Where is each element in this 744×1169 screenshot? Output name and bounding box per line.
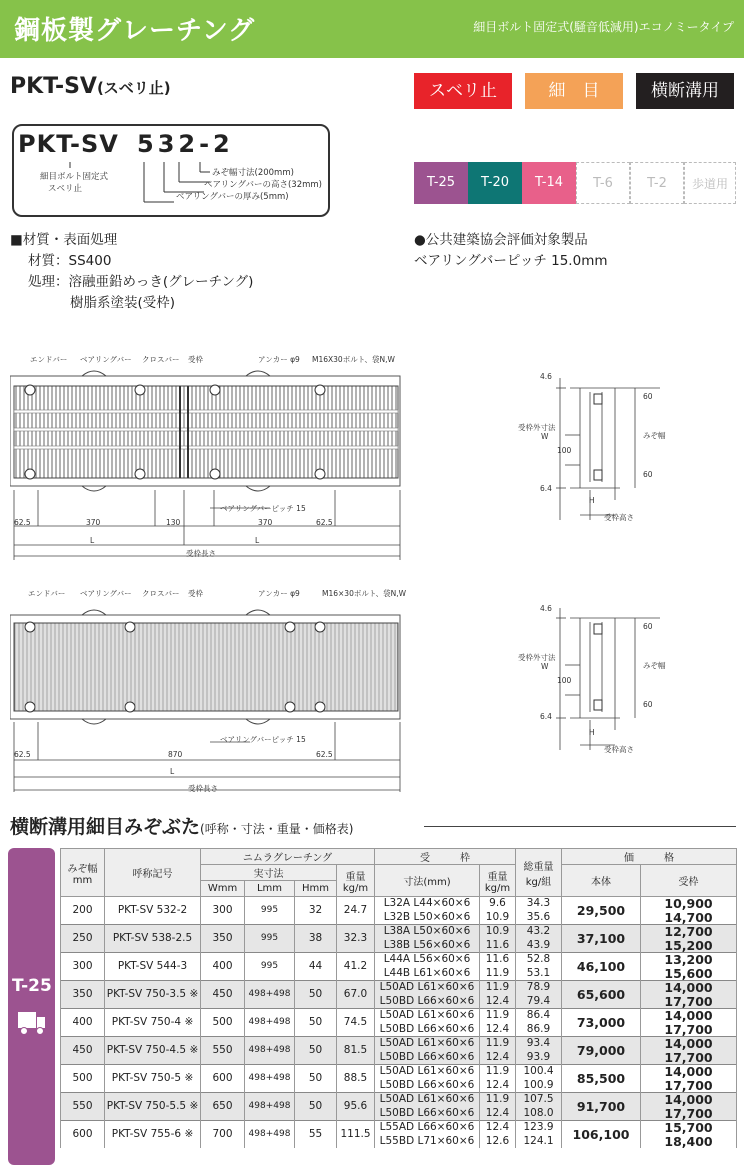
cell-frame-price-b: 14,700 (641, 911, 737, 925)
spec-material: 材質：SS400 (28, 253, 112, 269)
cell-frame-weight-a: 9.6 (480, 897, 516, 911)
sec2-frame-h: 受枠高さ (604, 745, 634, 754)
page-subtitle: 細目ボルト固定式(騒音低減用)エコノミータイプ (473, 20, 734, 34)
sec1-H: H (589, 496, 595, 505)
table-row (61, 953, 737, 967)
load-class-sidewalk: 歩道用 (684, 162, 736, 204)
cell-frame-price-b: 15,200 (641, 939, 737, 953)
dim1-e: 62.5 (316, 518, 333, 527)
cell-frame-price-a: 15,700 (641, 1121, 737, 1135)
cell-h: 32 (295, 897, 337, 925)
sec1-64: 6.4 (540, 484, 552, 493)
label-cross-bar-2: クロスバー (142, 589, 180, 598)
spec-treatment-frame: 樹脂系塗装(受枠) (70, 295, 176, 311)
cell-width: 450 (61, 1037, 105, 1065)
cell-frame-b: L44B L61×60×6 (375, 967, 480, 981)
table-row (61, 1121, 737, 1135)
cell-price: 46,100 (562, 953, 641, 981)
cell-price: 85,500 (562, 1065, 641, 1093)
th-code: 呼称記号 (105, 849, 201, 897)
cell-l: 995 (245, 953, 295, 981)
load-class-t14: T-14 (522, 162, 576, 204)
cell-frame-weight-b: 12.4 (480, 1107, 516, 1121)
table-load-label: T-25 (12, 976, 52, 996)
cell-frame-weight-a: 11.9 (480, 981, 516, 995)
dim1-L-right: L (255, 536, 260, 545)
table-load-band (8, 848, 55, 1165)
cell-w: 650 (201, 1093, 245, 1121)
cell-price: 106,100 (562, 1121, 641, 1149)
th-width: みぞ幅 mm (61, 849, 105, 897)
cell-total-a: 123.9 (516, 1121, 562, 1135)
cell-h: 55 (295, 1121, 337, 1149)
cell-total-a: 43.2 (516, 925, 562, 939)
label-end-bar-1: エンドバー (30, 355, 68, 364)
code-note-bolt: 細目ボルト固定式 (40, 172, 109, 182)
cell-l: 498+498 (245, 1009, 295, 1037)
cell-kg: 24.7 (337, 897, 375, 925)
cell-price: 91,700 (562, 1093, 641, 1121)
cell-total-b: 100.9 (516, 1079, 562, 1093)
dim1-a: 62.5 (14, 518, 31, 527)
cell-w: 300 (201, 897, 245, 925)
cell-width: 600 (61, 1121, 105, 1149)
cell-price: 73,000 (562, 1009, 641, 1037)
load-class-t2: T-2 (630, 162, 684, 204)
sec2-H: H (589, 728, 595, 737)
sec2-100: 100 (557, 676, 572, 685)
cell-frame-weight-a: 11.9 (480, 1065, 516, 1079)
cell-width: 250 (61, 925, 105, 953)
cell-frame-a: L50AD L61×60×6 (375, 1037, 480, 1051)
cell-frame-b: L50BD L66×60×6 (375, 1079, 480, 1093)
cell-total-a: 34.3 (516, 897, 562, 911)
cell-frame-price-b: 18,400 (641, 1135, 737, 1149)
label-end-bar-2: エンドバー (28, 589, 66, 598)
code-legend-box (12, 124, 330, 217)
cell-frame-weight-a: 10.9 (480, 925, 516, 939)
dim1-L-left: L (90, 536, 95, 545)
table-section-title: 横断溝用細目みぞぶた(呼称・寸法・重量・価格表) (10, 816, 354, 838)
cell-kg: 88.5 (337, 1065, 375, 1093)
cell-frame-weight-b: 12.4 (480, 1051, 516, 1065)
sec2-outer: 受枠外寸法 (518, 653, 556, 662)
cell-code: PKT-SV 750-4.5 ※ (105, 1037, 201, 1065)
dim2-c: 62.5 (316, 750, 333, 759)
dim2-pitch: ベアリングバーピッチ 15 (220, 735, 306, 744)
sec1-60b: 60 (643, 470, 653, 479)
load-class-t25: T-25 (414, 162, 468, 204)
cell-frame-price-a: 14,000 (641, 1037, 737, 1051)
th-size: 寸法(mm) (375, 865, 480, 897)
plan-drawing-1 (10, 368, 406, 492)
th-frame-weight: 重量 kg/m (480, 865, 516, 897)
sec1-outer: 受枠外寸法 (518, 423, 556, 432)
table-row (61, 981, 737, 995)
code-note-slip: スベリ止 (48, 184, 83, 194)
cell-w: 700 (201, 1121, 245, 1149)
cell-frame-price-b: 17,700 (641, 1051, 737, 1065)
code-name: PKT-SV (18, 130, 119, 158)
th-actual: 実寸法 (201, 865, 337, 881)
cell-code: PKT-SV 544-3 (105, 953, 201, 981)
label-anchor-1: アンカー φ9 (258, 355, 300, 364)
cell-code: PKT-SV 532-2 (105, 897, 201, 925)
cell-h: 38 (295, 925, 337, 953)
cell-frame-weight-b: 11.6 (480, 939, 516, 953)
cell-kg: 95.6 (337, 1093, 375, 1121)
label-frame-1: 受枠 (188, 355, 203, 364)
cell-width: 200 (61, 897, 105, 925)
th-total: 総重量 kg/組 (516, 849, 562, 897)
cell-total-a: 93.4 (516, 1037, 562, 1051)
label-bolt-1: M16X30ボルト、袋N,W (312, 355, 395, 364)
sec1-groove: みぞ幅 (643, 431, 666, 440)
tag-fine-mesh: 細 目 (525, 73, 623, 109)
cell-frame-price-a: 10,900 (641, 897, 737, 911)
product-name: PKT-SV(スベリ止) (10, 74, 171, 99)
cell-code: PKT-SV 538-2.5 (105, 925, 201, 953)
cell-frame-weight-b: 10.9 (480, 911, 516, 925)
label-bearing-bar-2: ベアリングバー (80, 589, 132, 598)
dim2-L: L (170, 767, 175, 776)
cell-w: 600 (201, 1065, 245, 1093)
cell-total-a: 52.8 (516, 953, 562, 967)
th-lmm: Lmm (245, 881, 295, 897)
cell-total-b: 43.9 (516, 939, 562, 953)
cell-total-b: 53.1 (516, 967, 562, 981)
table-row (61, 925, 737, 939)
cell-width: 500 (61, 1065, 105, 1093)
cell-h: 50 (295, 1093, 337, 1121)
cell-frame-a: L50AD L61×60×6 (375, 1093, 480, 1107)
cell-frame-price-b: 17,700 (641, 1107, 737, 1121)
cell-total-b: 35.6 (516, 911, 562, 925)
cell-price: 29,500 (562, 897, 641, 925)
cell-frame-b: L50BD L66×60×6 (375, 1051, 480, 1065)
sec1-frame-h: 受枠高さ (604, 513, 634, 522)
table-row (61, 1037, 737, 1051)
cell-frame-price-b: 17,700 (641, 995, 737, 1009)
cell-frame-a: L44A L56×60×6 (375, 953, 480, 967)
cell-l: 995 (245, 925, 295, 953)
cell-price: 79,000 (562, 1037, 641, 1065)
cell-frame-a: L50AD L61×60×6 (375, 1065, 480, 1079)
spec-treatment: 処理：溶融亜鉛めっき(グレーチング) (28, 274, 254, 290)
table-row (61, 897, 737, 911)
title-rule (424, 826, 736, 827)
sec2-46: 4.6 (540, 604, 552, 613)
code-note-height: ベアリングバーの高さ(32mm) (204, 180, 322, 190)
cell-frame-price-a: 13,200 (641, 953, 737, 967)
cell-frame-price-a: 12,700 (641, 925, 737, 939)
dim2-b: 870 (168, 750, 183, 759)
cell-total-b: 79.4 (516, 995, 562, 1009)
cell-kg: 67.0 (337, 981, 375, 1009)
cell-frame-a: L50AD L61×60×6 (375, 1009, 480, 1023)
cell-width: 350 (61, 981, 105, 1009)
cell-width: 550 (61, 1093, 105, 1121)
cell-frame-b: L50BD L66×60×6 (375, 1023, 480, 1037)
code-note-width: みぞ幅寸法(200mm) (212, 168, 294, 178)
cell-width: 400 (61, 1009, 105, 1037)
cell-l: 498+498 (245, 1037, 295, 1065)
cell-l: 498+498 (245, 1121, 295, 1149)
truck-icon (17, 1010, 47, 1036)
cell-frame-a: L38A L50×60×6 (375, 925, 480, 939)
th-frame-price: 受枠 (641, 865, 737, 897)
cell-total-b: 108.0 (516, 1107, 562, 1121)
price-table (60, 848, 737, 1148)
table-row (61, 1009, 737, 1023)
cell-total-b: 86.9 (516, 1023, 562, 1037)
spec-certified: ●公共建築協会評価対象製品 (414, 232, 588, 248)
spec-heading: ■材質・表面処理 (10, 232, 118, 248)
cell-h: 50 (295, 1009, 337, 1037)
cell-kg: 81.5 (337, 1037, 375, 1065)
cell-w: 350 (201, 925, 245, 953)
cell-w: 550 (201, 1037, 245, 1065)
th-grating: ニムラグレーチング (201, 849, 375, 865)
dim2-a: 62.5 (14, 750, 31, 759)
sec1-100: 100 (557, 446, 572, 455)
cell-h: 50 (295, 1037, 337, 1065)
load-class-t6: T-6 (576, 162, 630, 204)
sec2-60a: 60 (643, 622, 653, 631)
cell-frame-b: L38B L56×60×6 (375, 939, 480, 953)
sec1-60a: 60 (643, 392, 653, 401)
cell-w: 400 (201, 953, 245, 981)
cell-h: 44 (295, 953, 337, 981)
spec-pitch: ベアリングバーピッチ 15.0mm (414, 253, 608, 269)
cell-total-a: 78.9 (516, 981, 562, 995)
cell-h: 50 (295, 1065, 337, 1093)
label-anchor-2: アンカー φ9 (258, 589, 300, 598)
cell-frame-a: L32A L44×60×6 (375, 897, 480, 911)
cell-l: 498+498 (245, 1093, 295, 1121)
th-price: 価 格 (562, 849, 737, 865)
cell-kg: 74.5 (337, 1009, 375, 1037)
cell-total-b: 93.9 (516, 1051, 562, 1065)
cell-frame-weight-b: 12.4 (480, 1023, 516, 1037)
tag-cross-drain: 横断溝用 (636, 73, 734, 109)
cell-l: 498+498 (245, 1065, 295, 1093)
dim1-total: 受枠長さ (186, 549, 216, 558)
cell-frame-a: L50AD L61×60×6 (375, 981, 480, 995)
cell-frame-price-b: 17,700 (641, 1023, 737, 1037)
dim1-c: 130 (166, 518, 181, 527)
sec2-groove: みぞ幅 (643, 661, 666, 670)
sec2-60b: 60 (643, 700, 653, 709)
sec1-46: 4.6 (540, 372, 552, 381)
cell-kg: 41.2 (337, 953, 375, 981)
cell-w: 450 (201, 981, 245, 1009)
th-wmm: Wmm (201, 881, 245, 897)
label-frame-2: 受枠 (188, 589, 203, 598)
th-frame: 受 枠 (375, 849, 516, 865)
dim1-d: 370 (258, 518, 273, 527)
cell-frame-b: L50BD L66×60×6 (375, 995, 480, 1009)
page-title: 鋼板製グレーチング (14, 16, 256, 46)
dim1-b: 370 (86, 518, 101, 527)
cell-code: PKT-SV 755-6 ※ (105, 1121, 201, 1149)
code-number: 532-2 (137, 130, 234, 158)
cell-frame-price-a: 14,000 (641, 981, 737, 995)
th-weight: 重量 kg/m (337, 865, 375, 897)
cell-frame-b: L32B L50×60×6 (375, 911, 480, 925)
sec2-64: 6.4 (540, 712, 552, 721)
cell-code: PKT-SV 750-5.5 ※ (105, 1093, 201, 1121)
cell-frame-weight-a: 11.9 (480, 1009, 516, 1023)
load-class-t20: T-20 (468, 162, 522, 204)
label-bolt-2: M16×30ボルト、袋N,W (322, 589, 407, 598)
cell-frame-weight-b: 12.6 (480, 1135, 516, 1149)
cell-frame-price-a: 14,000 (641, 1093, 737, 1107)
cell-frame-b: L50BD L66×60×6 (375, 1107, 480, 1121)
price-table-body (61, 897, 737, 1149)
cell-frame-price-b: 17,700 (641, 1079, 737, 1093)
cell-frame-price-b: 15,600 (641, 967, 737, 981)
cell-l: 995 (245, 897, 295, 925)
th-hmm: Hmm (295, 881, 337, 897)
tag-non-slip: スベリ止 (414, 73, 512, 109)
cell-h: 50 (295, 981, 337, 1009)
cell-price: 37,100 (562, 925, 641, 953)
cell-total-a: 107.5 (516, 1093, 562, 1107)
cell-kg: 32.3 (337, 925, 375, 953)
cell-total-a: 100.4 (516, 1065, 562, 1079)
cell-frame-weight-a: 11.9 (480, 1037, 516, 1051)
cell-code: PKT-SV 750-3.5 ※ (105, 981, 201, 1009)
cell-frame-weight-a: 11.9 (480, 1093, 516, 1107)
plan-drawing-2 (10, 607, 406, 725)
cell-width: 300 (61, 953, 105, 981)
cell-code: PKT-SV 750-5 ※ (105, 1065, 201, 1093)
dim1-pitch: ベアリングバーピッチ 15 (220, 504, 306, 513)
cell-price: 65,600 (562, 981, 641, 1009)
cell-w: 500 (201, 1009, 245, 1037)
cell-frame-price-a: 14,000 (641, 1065, 737, 1079)
table-row (61, 1065, 737, 1079)
sec1-W: W (541, 432, 549, 441)
cell-kg: 111.5 (337, 1121, 375, 1149)
dim2-total: 受枠長さ (188, 784, 218, 793)
th-body: 本体 (562, 865, 641, 897)
cell-frame-weight-b: 12.4 (480, 995, 516, 1009)
sec2-W: W (541, 662, 549, 671)
label-bearing-bar-1: ベアリングバー (80, 355, 132, 364)
cell-frame-weight-a: 11.6 (480, 953, 516, 967)
label-cross-bar-1: クロスバー (142, 355, 180, 364)
cell-l: 498+498 (245, 981, 295, 1009)
cell-frame-weight-b: 11.9 (480, 967, 516, 981)
cell-frame-b: L55BD L71×60×6 (375, 1135, 480, 1149)
cell-code: PKT-SV 750-4 ※ (105, 1009, 201, 1037)
cell-frame-weight-a: 12.4 (480, 1121, 516, 1135)
cell-total-a: 86.4 (516, 1009, 562, 1023)
code-note-thickness: ベアリングバーの厚み(5mm) (176, 192, 289, 202)
cell-frame-weight-b: 12.4 (480, 1079, 516, 1093)
cell-frame-a: L55AD L66×60×6 (375, 1121, 480, 1135)
cell-total-b: 124.1 (516, 1135, 562, 1149)
header-banner (0, 0, 744, 58)
cell-frame-price-a: 14,000 (641, 1009, 737, 1023)
table-row (61, 1093, 737, 1107)
